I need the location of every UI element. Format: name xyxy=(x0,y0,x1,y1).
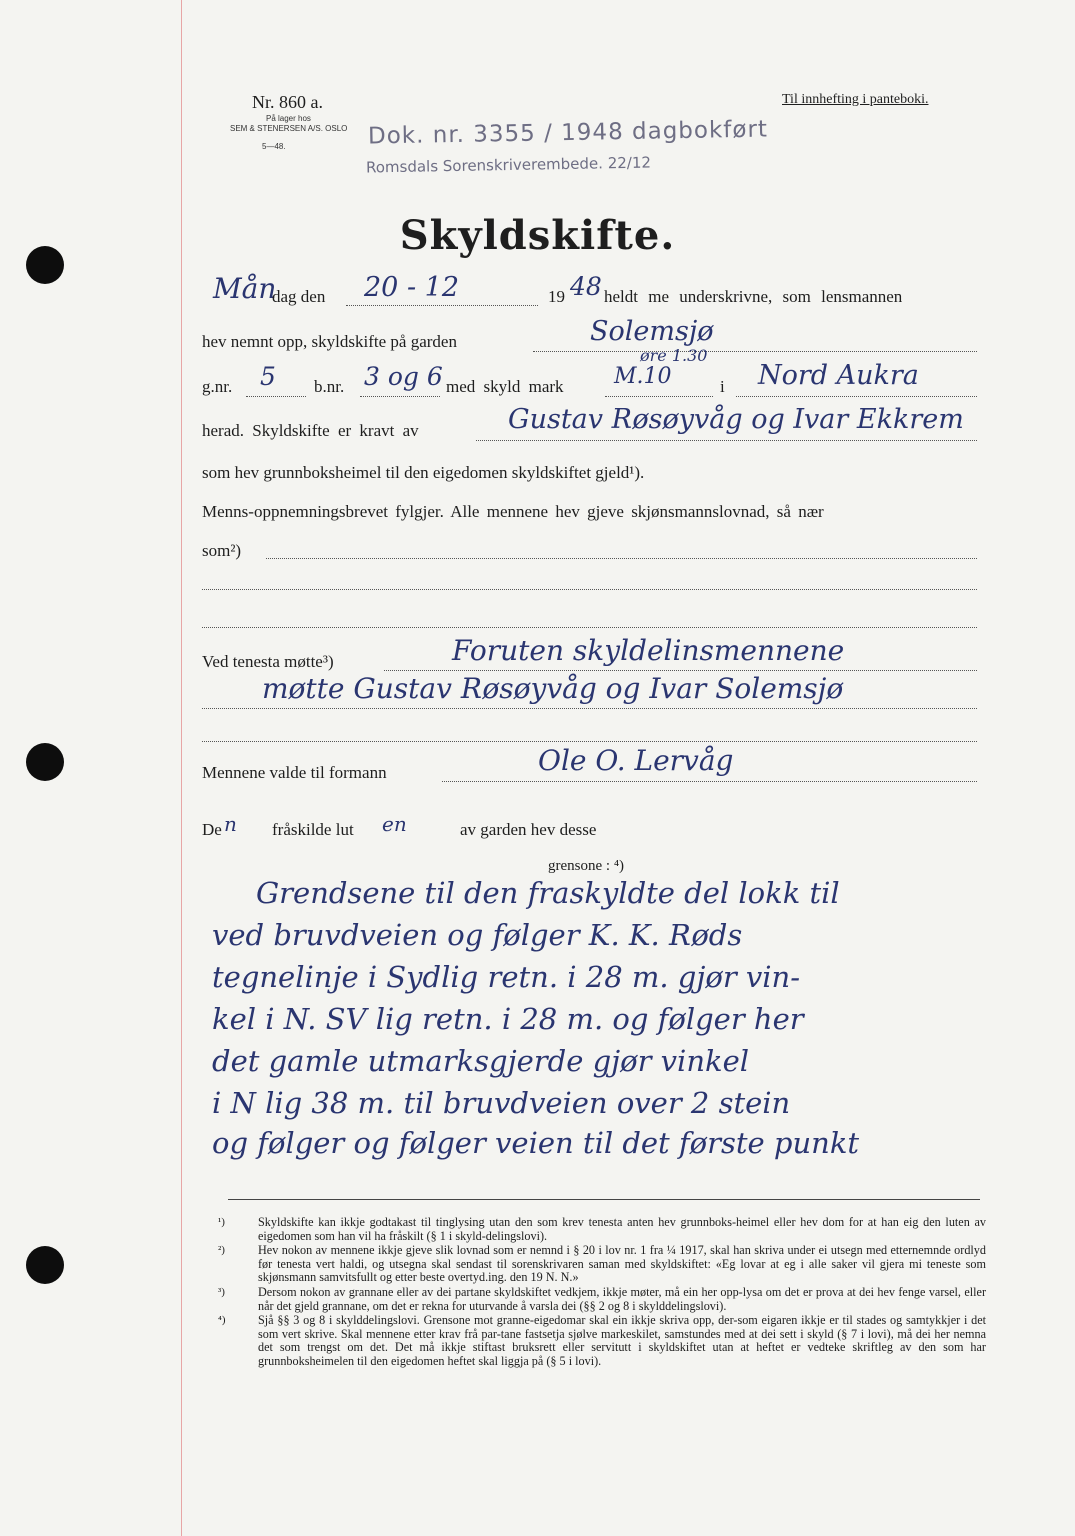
hw-kravt-av: Gustav Røsøyvåg og Ivar Ekkrem xyxy=(508,404,964,435)
footnote xyxy=(218,1314,986,1368)
hw-grensone-line: og følger og følger veien til det første punkt xyxy=(212,1126,860,1160)
hw-skyld: M.10 xyxy=(614,364,672,389)
hw-ved-line1: Foruten skyldelinsmennene xyxy=(452,634,845,667)
document-title: Skyldskifte. xyxy=(399,212,676,259)
label-farm: hev nemnt opp, skyldskifte på garden xyxy=(202,332,457,351)
label-de: De xyxy=(202,820,222,839)
registration-stamp-office: Romsdals Sorenskriverembede. 22/12 xyxy=(365,153,652,177)
label-i: i xyxy=(720,377,725,396)
hw-de-suffix: n xyxy=(224,812,237,836)
hw-formann: Ole O. Lervåg xyxy=(538,744,734,777)
label-skyld: med skyld mark xyxy=(446,377,564,396)
fill-line xyxy=(360,396,440,397)
footnote-text: Skyldskifte kan ikkje godtakast til tinglysing utan den som krev tenesta anten hev grunnboks-heimel eller hev dom for at han eig den luten av eigedomen som han vil ha fråskilt (§ 1 i skyld-delingslovi). xyxy=(258,1215,986,1243)
fill-line xyxy=(202,708,977,709)
punch-hole xyxy=(26,743,64,781)
fill-line xyxy=(384,670,977,671)
footnote-number: ⁴) xyxy=(218,1314,226,1327)
binding-note: Til innhefting i panteboki. xyxy=(782,92,929,107)
fill-line xyxy=(476,440,977,441)
hw-grensone-line: det gamle utmarksgjerde gjør vinkel xyxy=(212,1044,750,1078)
hw-weekday: Mån xyxy=(213,272,277,305)
hw-bnr: 3 og 6 xyxy=(364,362,443,391)
label-fraskilde: fråskilde lut xyxy=(272,820,354,839)
hw-year: 48 xyxy=(570,272,602,301)
label-bnr: b.nr. xyxy=(314,377,345,396)
footnote-divider xyxy=(228,1199,980,1200)
label-gnr: g.nr. xyxy=(202,377,233,396)
publisher-line: 5—48. xyxy=(262,142,286,151)
hw-herad: Nord Aukra xyxy=(758,360,919,391)
hw-grensone-line: kel i N. SV lig retn. i 28 m. og følger her xyxy=(212,1002,804,1036)
publisher-line: SEM & STENERSEN A/S. OSLO xyxy=(230,124,348,133)
fill-line xyxy=(736,396,977,397)
label-weekday-suffix: dag den xyxy=(272,287,326,306)
label-formann: Mennene valde til formann xyxy=(202,763,387,782)
label-herad: herad. Skyldskifte er kravt av xyxy=(202,421,419,440)
hw-lut-suffix: en xyxy=(382,812,407,836)
fill-line xyxy=(605,396,713,397)
fill-line xyxy=(533,351,977,352)
publisher-line: På lager hos xyxy=(266,114,311,123)
label-av-garden: av garden hev desse xyxy=(460,820,597,839)
fill-line xyxy=(442,781,977,782)
hw-date: 20 - 12 xyxy=(364,272,460,303)
hw-skyld-top: øre 1.30 xyxy=(640,346,708,365)
label-heldt: heldt me underskrivne, som lensmannen xyxy=(604,287,903,306)
fill-line xyxy=(266,558,977,559)
fill-line xyxy=(346,305,538,306)
footnote-text: Dersom nokon av grannane eller av dei partane skyldskiftet vedkjem, ikkje møter, må ein her opp-lysa om det er prova at dei hev fenge varsel, eller når det gjeld grannane, om det er rekna for uturvande å varsla dei (§§ 2 og 8 i skylddelingslovi). xyxy=(258,1284,986,1313)
footnote-text: Hev nokon av mennene ikkje gjeve slik lovnad som er nemnd i § 20 i lov nr. 1 fra ¼ 1917, skal han skriva under ei utsegn med etternemnde ordlyd før tenesta vert haldi, og utsegna skal sendast til sorenskrivaren saman med skyldskiftet: «Eg lovar at eg i alle saker vil gjera mi teneste som skjønsmann samvitsfullt og etter beste overtyd.ing. den 19 N. N.» xyxy=(258,1243,986,1285)
label-ved-tenesta: Ved tenesta møtte³) xyxy=(202,652,334,671)
footnotes xyxy=(218,1216,986,1370)
hw-ved-line2: møtte Gustav Røsøyvåg og Ivar Solemsjø xyxy=(262,672,844,705)
hw-farm: Solemsjø xyxy=(590,316,714,347)
form-number: Nr. 860 a. xyxy=(252,92,323,112)
footnote xyxy=(218,1216,986,1243)
punch-hole xyxy=(26,1246,64,1284)
label-som: som²) xyxy=(202,541,242,560)
footnote xyxy=(218,1244,986,1285)
hw-grensone-line: tegnelinje i Sydlig retn. i 28 m. gjør vin- xyxy=(212,960,801,994)
fill-line xyxy=(202,741,977,742)
label-grensone: grensone : ⁴) xyxy=(548,858,625,874)
footnote-number: ¹) xyxy=(218,1216,225,1228)
label-brevet: Menns-oppnemningsbrevet fylgjer. Alle mennene hev gjeve skjønsmannslovnad, så nær xyxy=(202,502,824,521)
registration-stamp-number: Dok. nr. 3355 / 1948 dagbokført xyxy=(367,116,769,150)
label-century: 19 xyxy=(548,287,565,306)
footnote-text: Sjå §§ 3 og 8 i skylddelingslovi. Grensone mot granne-eigedomar skal ein ikkje skriva opp, der-som eigaren ikkje er til stades og samtykkjer i det som vert skrive. Skal mennene etter krav frå par-tane fastsetja sjølve markeskilet, samstundes med at dei sett i skyld (§ 7 i lovi), må dei her nemna det som trengst om det. Det må ikkje stiftast bruksrett eller servitutt i skyldskiftet utan at heftet er vedteke skriftleg av den som har grunnboksheimelen til den eigedomen heftet skal liggja på (§ 5 i lovi). xyxy=(258,1313,986,1368)
hw-grensone-line: ved bruvdveien og følger K. K. Røds xyxy=(212,918,743,952)
footnote-number: ²) xyxy=(218,1244,225,1257)
hw-gnr: 5 xyxy=(260,362,276,391)
fill-line xyxy=(202,589,977,590)
footnote-number: ³) xyxy=(218,1285,225,1298)
label-heimel: som hev grunnboksheimel til den eigedomen skyldskiftet gjeld¹). xyxy=(202,463,645,482)
hw-grensone-line: Grendsene til den fraskyldte del lokk til xyxy=(256,876,840,910)
hw-grensone-line: i N lig 38 m. til bruvdveien over 2 stein xyxy=(212,1086,791,1120)
fill-line xyxy=(246,396,306,397)
footnote xyxy=(218,1286,986,1313)
fill-line xyxy=(202,627,977,628)
